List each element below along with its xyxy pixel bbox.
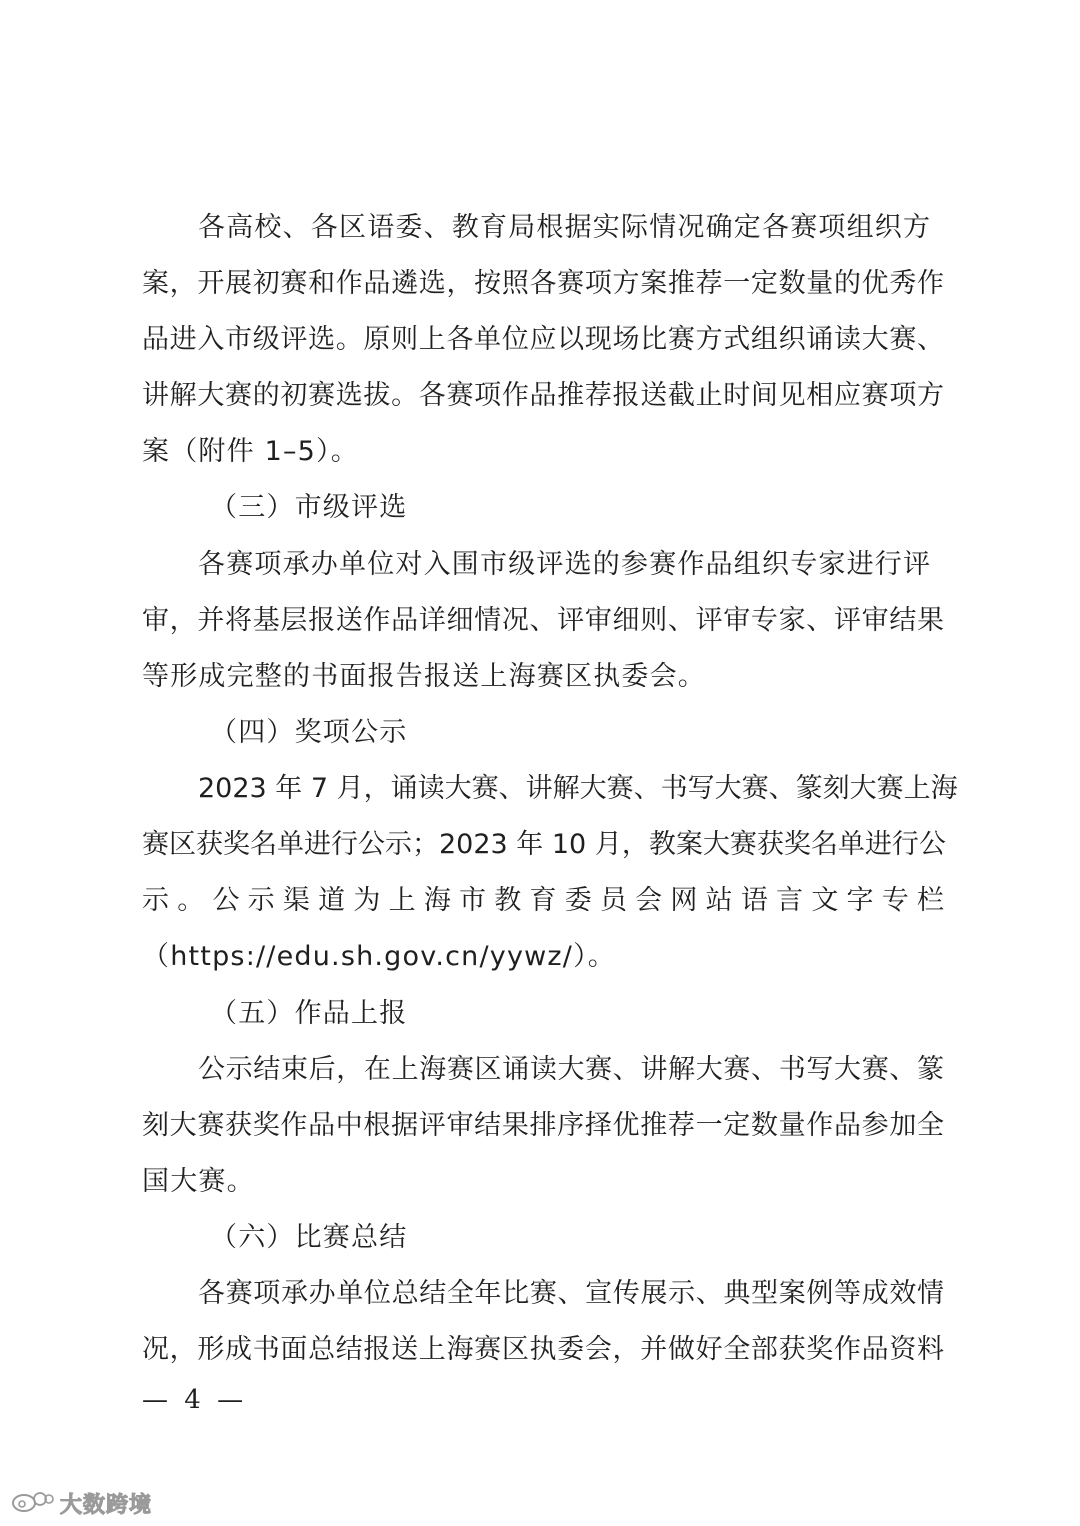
paragraph-4-line-3: 国大赛。 (142, 1166, 255, 1197)
section-heading-6: （六）比赛总结 (210, 1222, 408, 1253)
paragraph-1-line-2: 案，开展初赛和作品遴选，按照各赛项方案推荐一定数量的优秀作 (142, 268, 944, 299)
paragraph-5-line-2: 况，形成书面总结报送上海赛区执委会，并做好全部获奖作品资料 (142, 1334, 944, 1365)
paragraph-1-line-5: 案（附件 1–5）。 (142, 436, 359, 467)
paragraph-1-line-3: 品进入市级评选。原则上各单位应以现场比赛方式组织诵读大赛、 (142, 324, 944, 355)
paragraph-5-line-1: 各赛项承办单位总结全年比赛、宣传展示、典型案例等成效情 (198, 1278, 944, 1309)
watermark (10, 1488, 152, 1518)
section-heading-4: （四）奖项公示 (210, 717, 408, 748)
watermark-text: 大数跨境 (60, 1492, 153, 1518)
page-number: — 4 — (142, 1385, 248, 1415)
paragraph-2-line-1: 各赛项承办单位对入围市级评选的参赛作品组织专家进行评 (198, 549, 932, 580)
paragraph-3-line-3: 示。公示渠道为上海市教育委员会网站语言文字专栏 (142, 885, 944, 916)
weibo-logo-icon (10, 1487, 54, 1519)
section-heading-3: （三）市级评选 (210, 492, 408, 523)
paragraph-4-line-2: 刻大赛获奖作品中根据评审结果排序择优推荐一定数量作品参加全 (142, 1110, 944, 1141)
paragraph-2-line-3: 等形成完整的书面报告报送上海赛区执委会。 (142, 661, 706, 692)
paragraph-4-line-1: 公示结束后，在上海赛区诵读大赛、讲解大赛、书写大赛、篆 (198, 1054, 944, 1085)
paragraph-1-line-1: 各高校、各区语委、教育局根据实际情况确定各赛项组织方 (198, 212, 932, 243)
paragraph-3-line-2: 赛区获奖名单进行公示；2023 年 10 月，教案大赛获奖名单进行公 (142, 829, 946, 860)
paragraph-3-line-4: （https://edu.sh.gov.cn/yywz/）。 (142, 941, 616, 972)
paragraph-3-line-1: 2023 年 7 月，诵读大赛、讲解大赛、书写大赛、篆刻大赛上海 (198, 773, 958, 804)
paragraph-2-line-2: 审，并将基层报送作品详细情况、评审细则、评审专家、评审结果 (142, 605, 944, 636)
paragraph-1-line-4: 讲解大赛的初赛选拔。各赛项作品推荐报送截止时间见相应赛项方 (142, 380, 944, 411)
section-heading-5: （五）作品上报 (210, 998, 408, 1029)
